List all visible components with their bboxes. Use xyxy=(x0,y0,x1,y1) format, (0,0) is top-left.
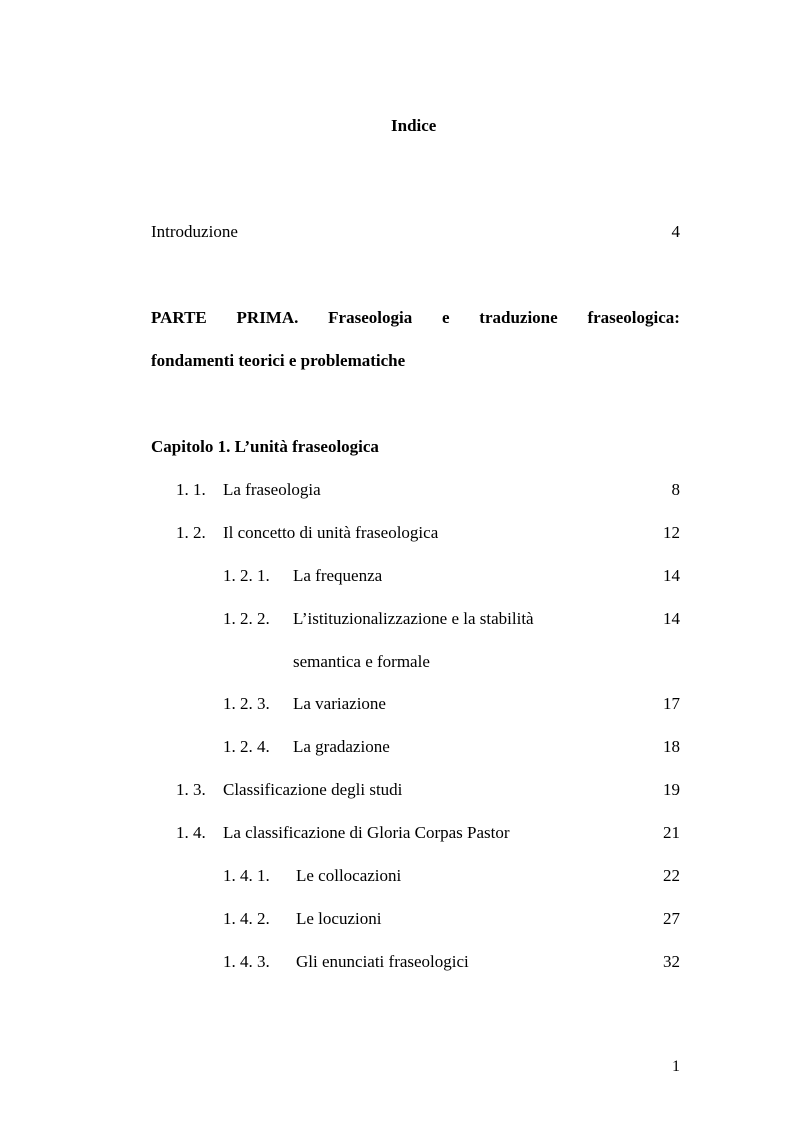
toc-entry-label[interactable]: Classificazione degli studi xyxy=(223,780,403,799)
toc-entry-number: 1. 3. xyxy=(176,780,206,799)
toc-entry-label[interactable]: Gli enunciati fraseologici xyxy=(296,952,469,971)
toc-entry-number: 1. 2. 1. xyxy=(223,566,270,585)
toc-entry-page: 21 xyxy=(663,823,680,842)
toc-entry-page: 19 xyxy=(663,780,680,799)
toc-entry-label[interactable]: La variazione xyxy=(293,694,386,713)
toc-entry-page: 18 xyxy=(663,737,680,756)
part-word: fraseologica: xyxy=(587,308,680,327)
page-title: Indice xyxy=(391,116,437,135)
toc-entry-label[interactable]: Le collocazioni xyxy=(296,866,402,885)
part-one-heading-line1[interactable] xyxy=(151,308,680,328)
toc-entry-label[interactable]: La gradazione xyxy=(293,737,390,756)
part-one-heading-line2: fondamenti teorici e problematiche xyxy=(151,351,406,370)
toc-intro-page: 4 xyxy=(671,222,680,241)
toc-entry-page: 14 xyxy=(663,566,680,585)
toc-entry-number: 1. 4. 1. xyxy=(223,866,270,885)
part-word: PARTE xyxy=(151,308,207,327)
toc-entry-number: 1. 2. 3. xyxy=(223,694,270,713)
toc-entry-number: 1. 4. 2. xyxy=(223,909,270,928)
toc-entry-label-continued[interactable]: semantica e formale xyxy=(293,652,430,671)
toc-entry-number: 1. 2. 2. xyxy=(223,609,270,628)
part-word: Fraseologia xyxy=(328,308,413,327)
toc-intro-label[interactable]: Introduzione xyxy=(151,222,238,241)
toc-entry-label[interactable]: L’istituzionalizzazione e la stabilità xyxy=(293,609,534,628)
toc-entry-number: 1. 2. xyxy=(176,523,206,542)
toc-entry-page: 17 xyxy=(663,694,680,713)
toc-entry-label[interactable]: La classificazione di Gloria Corpas Pastor xyxy=(223,823,510,842)
toc-entry-label[interactable]: La frequenza xyxy=(293,566,383,585)
toc-entry-page: 14 xyxy=(663,609,680,628)
toc-entry-number: 1. 4. 3. xyxy=(223,952,270,971)
part-word: PRIMA. xyxy=(236,308,299,327)
toc-entry-page: 12 xyxy=(663,523,680,542)
toc-entry-page: 32 xyxy=(663,952,680,971)
toc-entry-label[interactable]: Le locuzioni xyxy=(296,909,382,928)
page-number: 1 xyxy=(672,1058,680,1075)
toc-entry-label[interactable]: Il concetto di unità fraseologica xyxy=(223,523,439,542)
part-word: traduzione xyxy=(479,308,558,327)
toc-entry-page: 22 xyxy=(663,866,680,885)
part-word: e xyxy=(441,308,450,327)
toc-entry-number: 1. 1. xyxy=(176,480,206,499)
toc-entry-number: 1. 2. 4. xyxy=(223,737,270,756)
toc-entry-number: 1. 4. xyxy=(176,823,206,842)
toc-entry-page: 27 xyxy=(663,909,680,928)
toc-entry-page: 8 xyxy=(671,480,680,499)
chapter1-heading[interactable]: Capitolo 1. L’unità fraseologica xyxy=(151,437,379,456)
toc-entry-label[interactable]: La fraseologia xyxy=(223,480,321,499)
